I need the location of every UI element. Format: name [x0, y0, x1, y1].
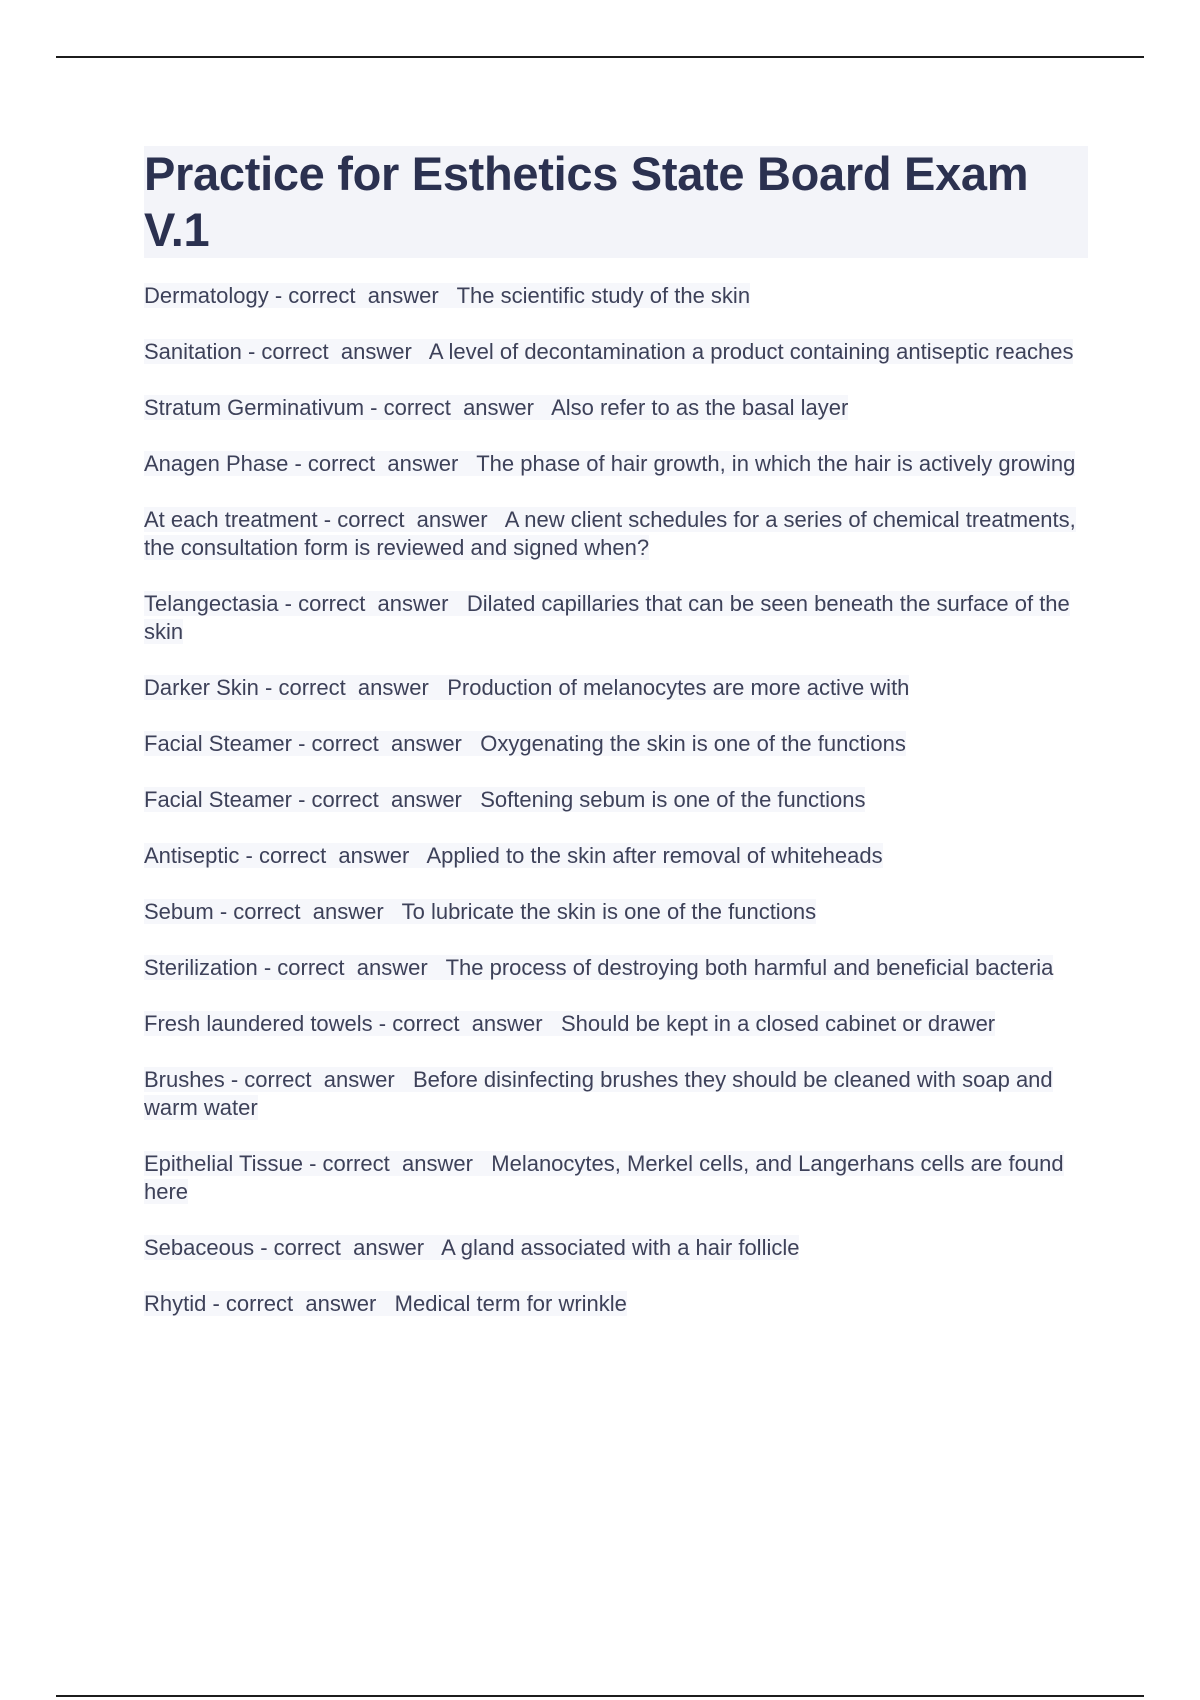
- term: Sebaceous: [144, 1235, 255, 1260]
- qa-list: [144, 282, 1094, 1346]
- term: Sanitation: [144, 339, 242, 364]
- separator: - correct answer: [258, 675, 448, 700]
- separator: - correct answer: [224, 1067, 413, 1092]
- list-item: [144, 842, 1094, 870]
- list-item: [144, 590, 1094, 646]
- page-title: Practice for Esthetics State Board Exam V.1: [144, 147, 1029, 256]
- list-item: [144, 1066, 1094, 1122]
- list-item: [144, 1234, 1094, 1262]
- answer: Oxygenating the skin is one of the functions: [480, 731, 906, 756]
- list-item: [144, 1010, 1094, 1038]
- separator: - correct answer: [302, 1151, 492, 1176]
- list-item: [144, 394, 1094, 422]
- list-item: [144, 450, 1094, 478]
- answer: A level of decontamination a product containing antiseptic reaches: [428, 339, 1074, 364]
- separator: - correct answer: [213, 899, 402, 924]
- term: At each treatment: [144, 507, 318, 532]
- term: Facial Steamer: [144, 787, 292, 812]
- list-item: [144, 282, 1094, 310]
- answer: A new client schedules for a series of chemical treatments, the consultation form is reviewed and signed when?: [144, 507, 1076, 560]
- list-item: [144, 506, 1094, 562]
- term: Telangectasia: [144, 591, 279, 616]
- answer: Applied to the skin after removal of whiteheads: [426, 843, 883, 868]
- separator: - correct answer: [317, 507, 505, 532]
- answer: Melanocytes, Merkel cells, and Langerhans cells are found here: [144, 1151, 1064, 1204]
- answer: The phase of hair growth, in which the hair is actively growing: [476, 451, 1076, 476]
- term: Dermatology: [144, 283, 269, 308]
- separator: - correct answer: [206, 1291, 395, 1316]
- bottom-rule: [56, 1695, 1144, 1697]
- term: Facial Steamer: [144, 731, 292, 756]
- answer: Should be kept in a closed cabinet or drawer: [560, 1011, 996, 1036]
- term: Rhytid: [144, 1291, 207, 1316]
- answer: The process of destroying both harmful and beneficial bacteria: [445, 955, 1054, 980]
- separator: - correct answer: [254, 1235, 442, 1260]
- title-block: [144, 146, 1088, 258]
- answer: Medical term for wrinkle: [394, 1291, 627, 1316]
- separator: - correct answer: [241, 339, 429, 364]
- term: Darker Skin: [144, 675, 259, 700]
- separator: - correct answer: [278, 591, 467, 616]
- separator: - correct answer: [239, 843, 427, 868]
- list-item: [144, 1290, 1094, 1318]
- list-item: [144, 1150, 1094, 1206]
- list-item: [144, 338, 1094, 366]
- term: Epithelial Tissue: [144, 1151, 303, 1176]
- separator: - correct answer: [288, 451, 477, 476]
- answer: The scientific study of the skin: [456, 283, 751, 308]
- term: Sterilization: [144, 955, 258, 980]
- term: Antiseptic: [144, 843, 240, 868]
- separator: - correct answer: [364, 395, 552, 420]
- term: Sebum: [144, 899, 214, 924]
- list-item: [144, 898, 1094, 926]
- answer: Softening sebum is one of the functions: [480, 787, 866, 812]
- separator: - correct answer: [257, 955, 446, 980]
- top-rule: [56, 56, 1144, 58]
- term: Fresh laundered towels: [144, 1011, 373, 1036]
- list-item: [144, 674, 1094, 702]
- list-item: [144, 730, 1094, 758]
- separator: - correct answer: [268, 283, 457, 308]
- separator: - correct answer: [291, 731, 481, 756]
- answer: Production of melanocytes are more active with: [447, 675, 910, 700]
- term: Brushes: [144, 1067, 225, 1092]
- answer: A gland associated with a hair follicle: [441, 1235, 800, 1260]
- separator: - correct answer: [291, 787, 481, 812]
- term: Anagen Phase: [144, 451, 289, 476]
- list-item: [144, 954, 1094, 982]
- answer: Dilated capillaries that can be seen beneath the surface of the skin: [144, 591, 1070, 644]
- separator: - correct answer: [372, 1011, 561, 1036]
- answer: Before disinfecting brushes they should be cleaned with soap and warm water: [144, 1067, 1053, 1120]
- list-item: [144, 786, 1094, 814]
- answer: Also refer to as the basal layer: [551, 395, 849, 420]
- term: Stratum Germinativum: [144, 395, 365, 420]
- answer: To lubricate the skin is one of the functions: [401, 899, 817, 924]
